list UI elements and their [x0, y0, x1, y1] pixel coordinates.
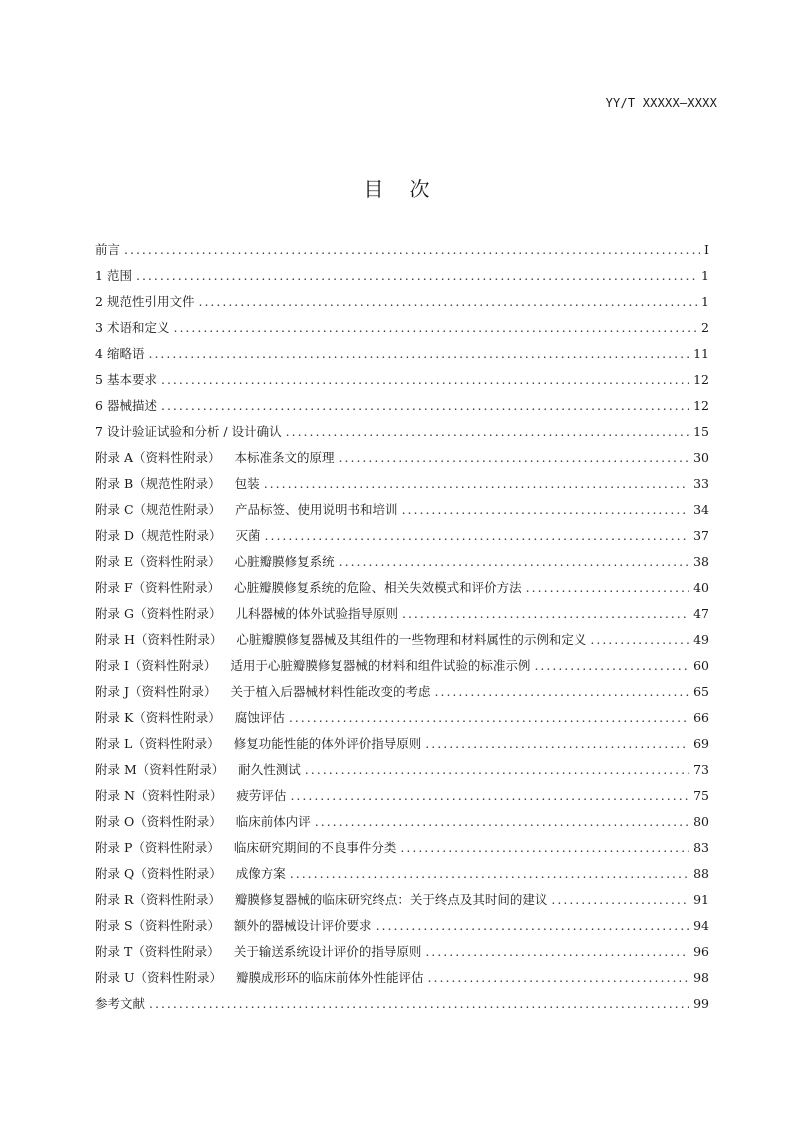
toc-entry-annex-label: 附录 C（规范性附录） — [95, 502, 222, 517]
toc-entry-annex-label: 附录 J（资料性附录） — [95, 684, 217, 699]
toc-leader-dots — [376, 918, 690, 933]
toc-entry-annex-label: 附录 N（资料性附录） — [95, 788, 223, 803]
toc-entry-page: 66 — [693, 710, 709, 725]
toc-entry-title: 修复功能性能的体外评价指导原则 — [233, 736, 422, 751]
toc-entry-title: 设计验证试验和分析 / 设计确认 — [106, 424, 282, 439]
toc-entry-annex-label: 附录 U（资料性附录） — [95, 970, 223, 985]
toc-entry-title: 瓣膜成形环的临床前体外性能评估 — [236, 970, 424, 985]
toc-entry-number: 6 — [95, 398, 103, 413]
toc-entry-title: 范围 — [106, 268, 132, 283]
toc-entry-title: 灭菌 — [235, 528, 261, 543]
toc-leader-dots — [264, 476, 689, 491]
toc-entry-page: 98 — [693, 970, 709, 985]
toc-entry-page: I — [704, 242, 709, 257]
toc-entry[interactable] — [95, 526, 709, 552]
toc-entry-page: 47 — [693, 606, 709, 621]
toc-entry-title: 前言 — [95, 242, 121, 257]
toc-entry-page: 1 — [701, 268, 709, 283]
toc-entry-number: 3 — [95, 320, 103, 335]
toc-entry-annex-label: 附录 L（资料性附录） — [95, 736, 220, 751]
toc-entry-title: 关于输送系统设计评价的指导原则 — [233, 944, 422, 959]
toc-leader-dots — [148, 346, 689, 361]
toc-entry[interactable] — [95, 422, 709, 448]
toc-entry-page: 12 — [693, 398, 709, 413]
toc-entry[interactable] — [95, 994, 709, 1020]
toc-entry[interactable] — [95, 604, 709, 630]
toc-entry-page: 30 — [693, 450, 709, 465]
toc-entry-annex-label: 附录 M（资料性附录） — [95, 762, 225, 777]
toc-leader-dots — [590, 632, 689, 647]
toc-entry-number: 5 — [95, 372, 103, 387]
toc-entry-page: 60 — [693, 658, 709, 673]
toc-entry-title: 包装 — [234, 476, 260, 491]
toc-entry-annex-label: 附录 S（资料性附录） — [95, 918, 221, 933]
toc-entry-annex-label: 附录 B（规范性附录） — [95, 476, 221, 491]
toc-entry-title: 临床前体内评 — [235, 814, 311, 829]
toc-leader-dots — [198, 294, 697, 309]
toc-entry[interactable] — [95, 864, 709, 890]
toc-entry-title: 额外的器械设计评价要求 — [234, 918, 372, 933]
toc-entry[interactable] — [95, 682, 709, 708]
toc-entry-annex-label: 附录 F（资料性附录） — [95, 580, 221, 595]
toc-leader-dots — [425, 944, 689, 959]
toc-entry[interactable] — [95, 552, 709, 578]
toc-entry-page: 38 — [693, 554, 709, 569]
toc-entry-title: 瓣膜修复器械的临床研究终点：关于终点及其时间的建议 — [234, 892, 548, 907]
toc-entry-title: 耐久性测试 — [238, 762, 301, 777]
toc-entry[interactable] — [95, 890, 709, 916]
toc-entry-title: 心脏瓣膜修复器械及其组件的一些物理和材料属性的示例和定义 — [236, 632, 587, 647]
toc-entry-page: 49 — [693, 632, 709, 647]
toc-entry-page: 80 — [693, 814, 709, 829]
toc-entry-annex-label: 附录 G（资料性附录） — [95, 606, 222, 621]
toc-leader-dots — [286, 424, 689, 439]
toc-entry[interactable] — [95, 812, 709, 838]
document-code: YY/T XXXXX—XXXX — [605, 96, 717, 110]
toc-entry-number: 1 — [95, 268, 103, 283]
toc-entry[interactable] — [95, 734, 709, 760]
toc-entry-annex-label: 附录 R（资料性附录） — [95, 892, 221, 907]
toc-entry[interactable] — [95, 370, 709, 396]
toc-leader-dots — [425, 736, 689, 751]
toc-entry-annex-label: 附录 I（资料性附录） — [95, 658, 217, 673]
toc-entry-title: 腐蚀评估 — [234, 710, 285, 725]
toc-entry-page: 33 — [693, 476, 709, 491]
toc-entry-title: 成像方案 — [235, 866, 286, 881]
toc-entry-title: 临床研究期间的不良事件分类 — [233, 840, 397, 855]
toc-entry-page: 37 — [693, 528, 709, 543]
toc-entry-annex-label: 附录 A（资料性附录） — [95, 450, 221, 465]
toc-leader-dots — [402, 606, 689, 621]
toc-entry-title: 本标准条文的原理 — [234, 450, 335, 465]
toc-entry-title: 产品标签、使用说明书和培训 — [235, 502, 398, 517]
toc-entry-page: 65 — [693, 684, 709, 699]
toc-entry-page: 12 — [693, 372, 709, 387]
toc-entry[interactable] — [95, 500, 709, 526]
toc-leader-dots — [315, 814, 689, 829]
toc-entry-annex-label: 附录 O（资料性附录） — [95, 814, 222, 829]
toc-entry-annex-label: 附录 P（资料性附录） — [95, 840, 220, 855]
toc-entry-annex-label: 附录 H（资料性附录） — [95, 632, 223, 647]
toc-entry-title: 参考文献 — [95, 996, 146, 1011]
toc-entry[interactable] — [95, 786, 709, 812]
toc-entry-annex-label: 附录 K（资料性附录） — [95, 710, 221, 725]
toc-entry-page: 96 — [693, 944, 709, 959]
toc-entry[interactable] — [95, 708, 709, 734]
toc-leader-dots — [526, 580, 689, 595]
toc-entry-title: 器械描述 — [106, 398, 157, 413]
toc-entry-page: 40 — [693, 580, 709, 595]
toc-entry-title: 儿科器械的体外试验指导原则 — [235, 606, 398, 621]
toc-leader-dots — [551, 892, 689, 907]
toc-entry[interactable] — [95, 838, 709, 864]
toc-entry[interactable] — [95, 656, 709, 682]
toc-entry[interactable] — [95, 760, 709, 786]
toc-entry-title: 疲劳评估 — [236, 788, 287, 803]
table-of-contents — [95, 240, 709, 1020]
toc-entry-number: 2 — [95, 294, 103, 309]
toc-entry-title: 基本要求 — [106, 372, 157, 387]
toc-entry-page: 94 — [693, 918, 709, 933]
toc-leader-dots — [136, 268, 697, 283]
toc-leader-dots — [173, 320, 697, 335]
toc-entry-page: 75 — [693, 788, 709, 803]
toc-entry-page: 34 — [693, 502, 709, 517]
toc-entry[interactable] — [95, 630, 709, 656]
toc-entry-annex-label: 附录 Q（资料性附录） — [95, 866, 222, 881]
toc-leader-dots — [339, 554, 689, 569]
toc-leader-dots — [534, 658, 689, 673]
toc-entry-page: 73 — [693, 762, 709, 777]
toc-entry-annex-label: 附录 E（资料性附录） — [95, 554, 221, 569]
toc-entry-number: 7 — [95, 424, 103, 439]
toc-entry[interactable] — [95, 942, 709, 968]
toc-leader-dots — [428, 970, 690, 985]
toc-entry-page: 11 — [693, 346, 709, 361]
toc-entry-title: 缩略语 — [106, 346, 145, 361]
toc-entry[interactable] — [95, 318, 709, 344]
toc-leader-dots — [290, 866, 689, 881]
toc-leader-dots — [149, 996, 689, 1011]
toc-leader-dots — [161, 372, 689, 387]
toc-entry-annex-label: 附录 T（资料性附录） — [95, 944, 220, 959]
toc-entry[interactable] — [95, 292, 709, 318]
toc-entry[interactable] — [95, 396, 709, 422]
toc-entry-page: 2 — [701, 320, 709, 335]
toc-entry[interactable] — [95, 916, 709, 942]
toc-leader-dots — [435, 684, 690, 699]
toc-entry-page: 99 — [693, 996, 709, 1011]
toc-entry[interactable] — [95, 240, 709, 266]
toc-entry-annex-label: 附录 D（规范性附录） — [95, 528, 222, 543]
toc-leader-dots — [289, 710, 689, 725]
toc-entry-title: 术语和定义 — [106, 320, 170, 335]
toc-entry-page: 69 — [693, 736, 709, 751]
toc-entry[interactable] — [95, 474, 709, 500]
toc-entry-title: 关于植入后器械材料性能改变的考虑 — [230, 684, 431, 699]
toc-entry-page: 83 — [693, 840, 709, 855]
toc-entry[interactable] — [95, 266, 709, 292]
toc-entry[interactable] — [95, 344, 709, 370]
toc-entry[interactable] — [95, 968, 709, 994]
toc-entry-number: 4 — [95, 346, 103, 361]
toc-entry[interactable] — [95, 448, 709, 474]
toc-leader-dots — [402, 502, 690, 517]
toc-leader-dots — [305, 762, 689, 777]
toc-entry-page: 15 — [693, 424, 709, 439]
toc-entry-title: 适用于心脏瓣膜修复器械的材料和组件试验的标准示例 — [230, 658, 531, 673]
page-title: 目次 — [363, 177, 456, 201]
toc-entry-title: 心脏瓣膜修复系统的危险、相关失效模式和评价方法 — [234, 580, 522, 595]
toc-leader-dots — [400, 840, 689, 855]
toc-entry[interactable] — [95, 578, 709, 604]
toc-leader-dots — [339, 450, 690, 465]
toc-entry-page: 88 — [693, 866, 709, 881]
toc-entry-title: 心脏瓣膜修复系统 — [234, 554, 335, 569]
toc-entry-page: 1 — [701, 294, 709, 309]
toc-entry-title: 规范性引用文件 — [106, 294, 195, 309]
toc-leader-dots — [124, 242, 700, 257]
toc-leader-dots — [161, 398, 689, 413]
toc-leader-dots — [265, 528, 690, 543]
toc-entry-page: 91 — [693, 892, 709, 907]
toc-leader-dots — [290, 788, 689, 803]
